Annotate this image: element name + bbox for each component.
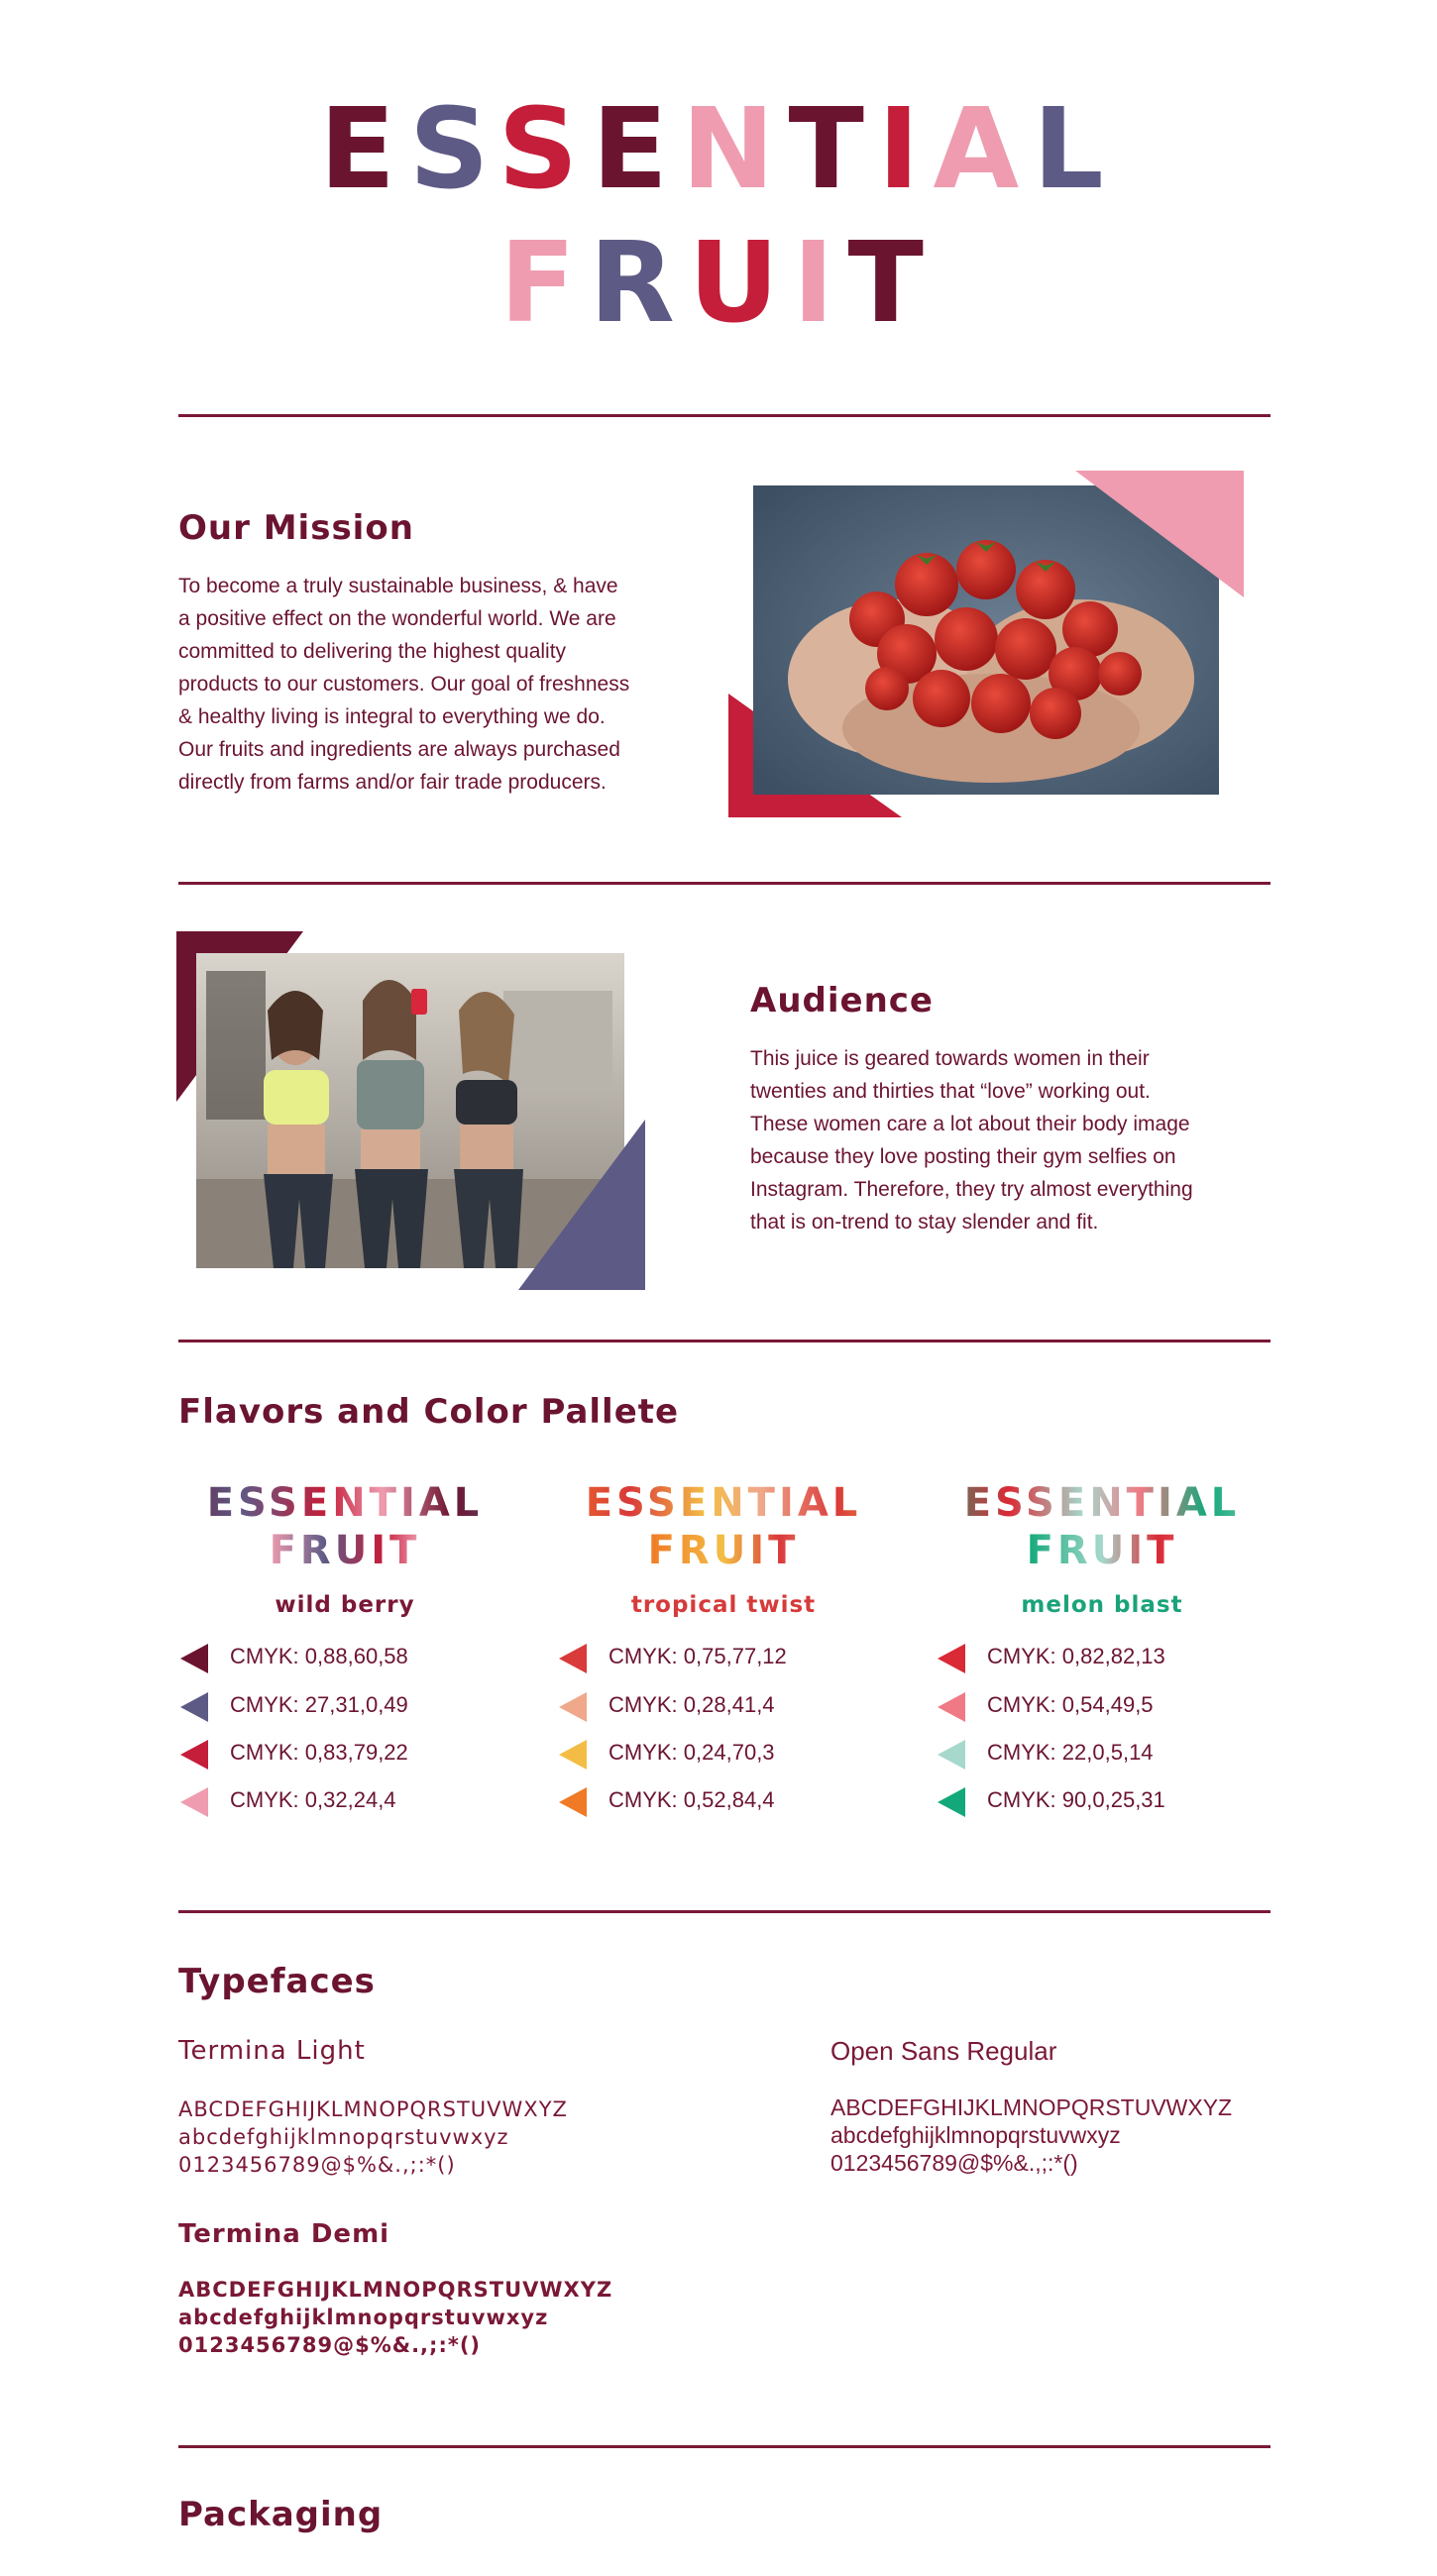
sample-lowercase: abcdefghijklmnopqrstuvwxyz (178, 2306, 549, 2329)
logo-letter: T (847, 219, 938, 348)
triangle-swatch-icon (180, 1740, 208, 1770)
audience-text (750, 1042, 1266, 1238)
triangle-swatch-icon (938, 1692, 965, 1722)
logo-letter: U (688, 219, 793, 348)
sample-uppercase: ABCDEFGHIJKLMNOPQRSTUVWXYZ (178, 2097, 568, 2121)
cmyk-label: CMYK: 0,88,60,58 (230, 1644, 408, 1668)
cmyk-label: CMYK: 22,0,5,14 (987, 1740, 1154, 1765)
flavor-logo-line1: ESSENTIAL (914, 1483, 1290, 1523)
logo-line-fruit (0, 219, 1437, 348)
cmyk-label: CMYK: 0,28,41,4 (608, 1692, 775, 1717)
audience-line: because they love posting their gym selfies on (750, 1145, 1176, 1168)
typeface-open-name: Open Sans Regular (830, 2036, 1057, 2066)
cmyk-label: CMYK: 27,31,0,49 (230, 1692, 408, 1717)
gym-selfie-photo (176, 931, 647, 1290)
sample-digits: 0123456789@$%&.,;:*() (830, 2150, 1078, 2176)
triangle-swatch-icon (559, 1644, 587, 1673)
logo-letter: S (497, 85, 593, 214)
mission-line: committed to delivering the highest quality (178, 640, 567, 663)
section-divider (178, 1910, 1271, 1913)
logo-letter: S (408, 85, 498, 214)
logo-line-essential (0, 85, 1437, 214)
audience-title: Audience (750, 981, 934, 1020)
typeface-open-sample (830, 2093, 1232, 2177)
flavor-logo-line1: ESSENTIAL (157, 1483, 533, 1523)
cmyk-label: CMYK: 0,75,77,12 (608, 1644, 787, 1668)
triangle-swatch-icon (180, 1692, 208, 1722)
audience-line: This juice is geared towards women in their (750, 1047, 1150, 1070)
section-divider (178, 2445, 1271, 2448)
audience-line: Instagram. Therefore, they try almost everything (750, 1178, 1193, 1201)
sample-lowercase: abcdefghijklmnopqrstuvwxyz (830, 2122, 1121, 2148)
logo-letter: A (933, 85, 1034, 214)
logo-letter: L (1033, 85, 1118, 214)
flavor-name: melon blast (1021, 1592, 1183, 1618)
audience-line: These women care a lot about their body image (750, 1113, 1190, 1135)
cmyk-label: CMYK: 0,52,84,4 (608, 1787, 775, 1812)
strawberries-photo (728, 471, 1254, 822)
typefaces-title: Typefaces (178, 1962, 376, 2001)
triangle-swatch-icon (559, 1692, 587, 1722)
flavor-name: tropical twist (630, 1592, 817, 1618)
cmyk-label: CMYK: 0,82,82,13 (987, 1644, 1165, 1668)
mission-line: To become a truly sustainable business, & have (178, 575, 618, 597)
logo-letter: T (788, 85, 878, 214)
mission-text (178, 570, 694, 799)
sample-uppercase: ABCDEFGHIJKLMNOPQRSTUVWXYZ (178, 2278, 613, 2302)
section-divider (178, 882, 1271, 885)
flavor-logo-line2: FRUIT (914, 1531, 1290, 1570)
flavor-logo-line2: FRUIT (157, 1531, 533, 1570)
typeface-demi-sample (178, 2276, 612, 2359)
triangle-swatch-icon (559, 1787, 587, 1817)
section-divider (178, 414, 1271, 417)
cmyk-label: CMYK: 0,54,49,5 (987, 1692, 1154, 1717)
logo-letter: E (592, 85, 682, 214)
cmyk-label: CMYK: 90,0,25,31 (987, 1787, 1165, 1812)
logo-letter: N (681, 85, 789, 214)
logo-letter: E (319, 85, 409, 214)
logo-letter: F (499, 219, 590, 348)
typeface-light-name: Termina Light (178, 2036, 366, 2066)
cmyk-label: CMYK: 0,83,79,22 (230, 1740, 408, 1765)
triangle-swatch-icon (938, 1644, 965, 1673)
packaging-title: Packaging (178, 2495, 384, 2534)
cmyk-label: CMYK: 0,24,70,3 (608, 1740, 775, 1765)
mission-line: Our fruits and ingredients are always purchased (178, 738, 620, 761)
flavors-title: Flavors and Color Pallete (178, 1392, 680, 1432)
logo-letter: R (589, 219, 689, 348)
mission-line: a positive effect on the wonderful world. We are (178, 607, 616, 630)
triangle-swatch-icon (938, 1740, 965, 1770)
triangle-swatch-icon (559, 1740, 587, 1770)
cmyk-label: CMYK: 0,32,24,4 (230, 1787, 396, 1812)
flavor-logo-line1: ESSENTIAL (535, 1483, 912, 1523)
audience-line: twenties and thirties that “love” working out. (750, 1080, 1151, 1103)
section-divider (178, 1340, 1271, 1342)
mission-line: directly from farms and/or fair trade producers. (178, 771, 607, 794)
typeface-demi-name: Termina Demi (178, 2219, 390, 2249)
mission-line: products to our customers. Our goal of freshness (178, 673, 630, 696)
sample-uppercase: ABCDEFGHIJKLMNOPQRSTUVWXYZ (830, 2094, 1233, 2120)
triangle-swatch-icon (180, 1787, 208, 1817)
logo-letter: I (792, 219, 848, 348)
mission-title: Our Mission (178, 508, 414, 548)
mission-line: & healthy living is integral to everything we do. (178, 705, 606, 728)
sample-digits: 0123456789@$%&.,;:*() (178, 2333, 482, 2357)
audience-line: that is on-trend to stay slender and fit. (750, 1211, 1099, 1234)
triangle-swatch-icon (180, 1644, 208, 1673)
sample-digits: 0123456789@$%&.,;:*() (178, 2153, 456, 2177)
triangle-swatch-icon (938, 1787, 965, 1817)
typeface-light-sample (178, 2095, 568, 2179)
logo-letter: I (877, 85, 934, 214)
flavor-name: wild berry (275, 1592, 415, 1618)
flavor-logo-line2: FRUIT (535, 1531, 912, 1570)
sample-lowercase: abcdefghijklmnopqrstuvwxyz (178, 2125, 509, 2149)
